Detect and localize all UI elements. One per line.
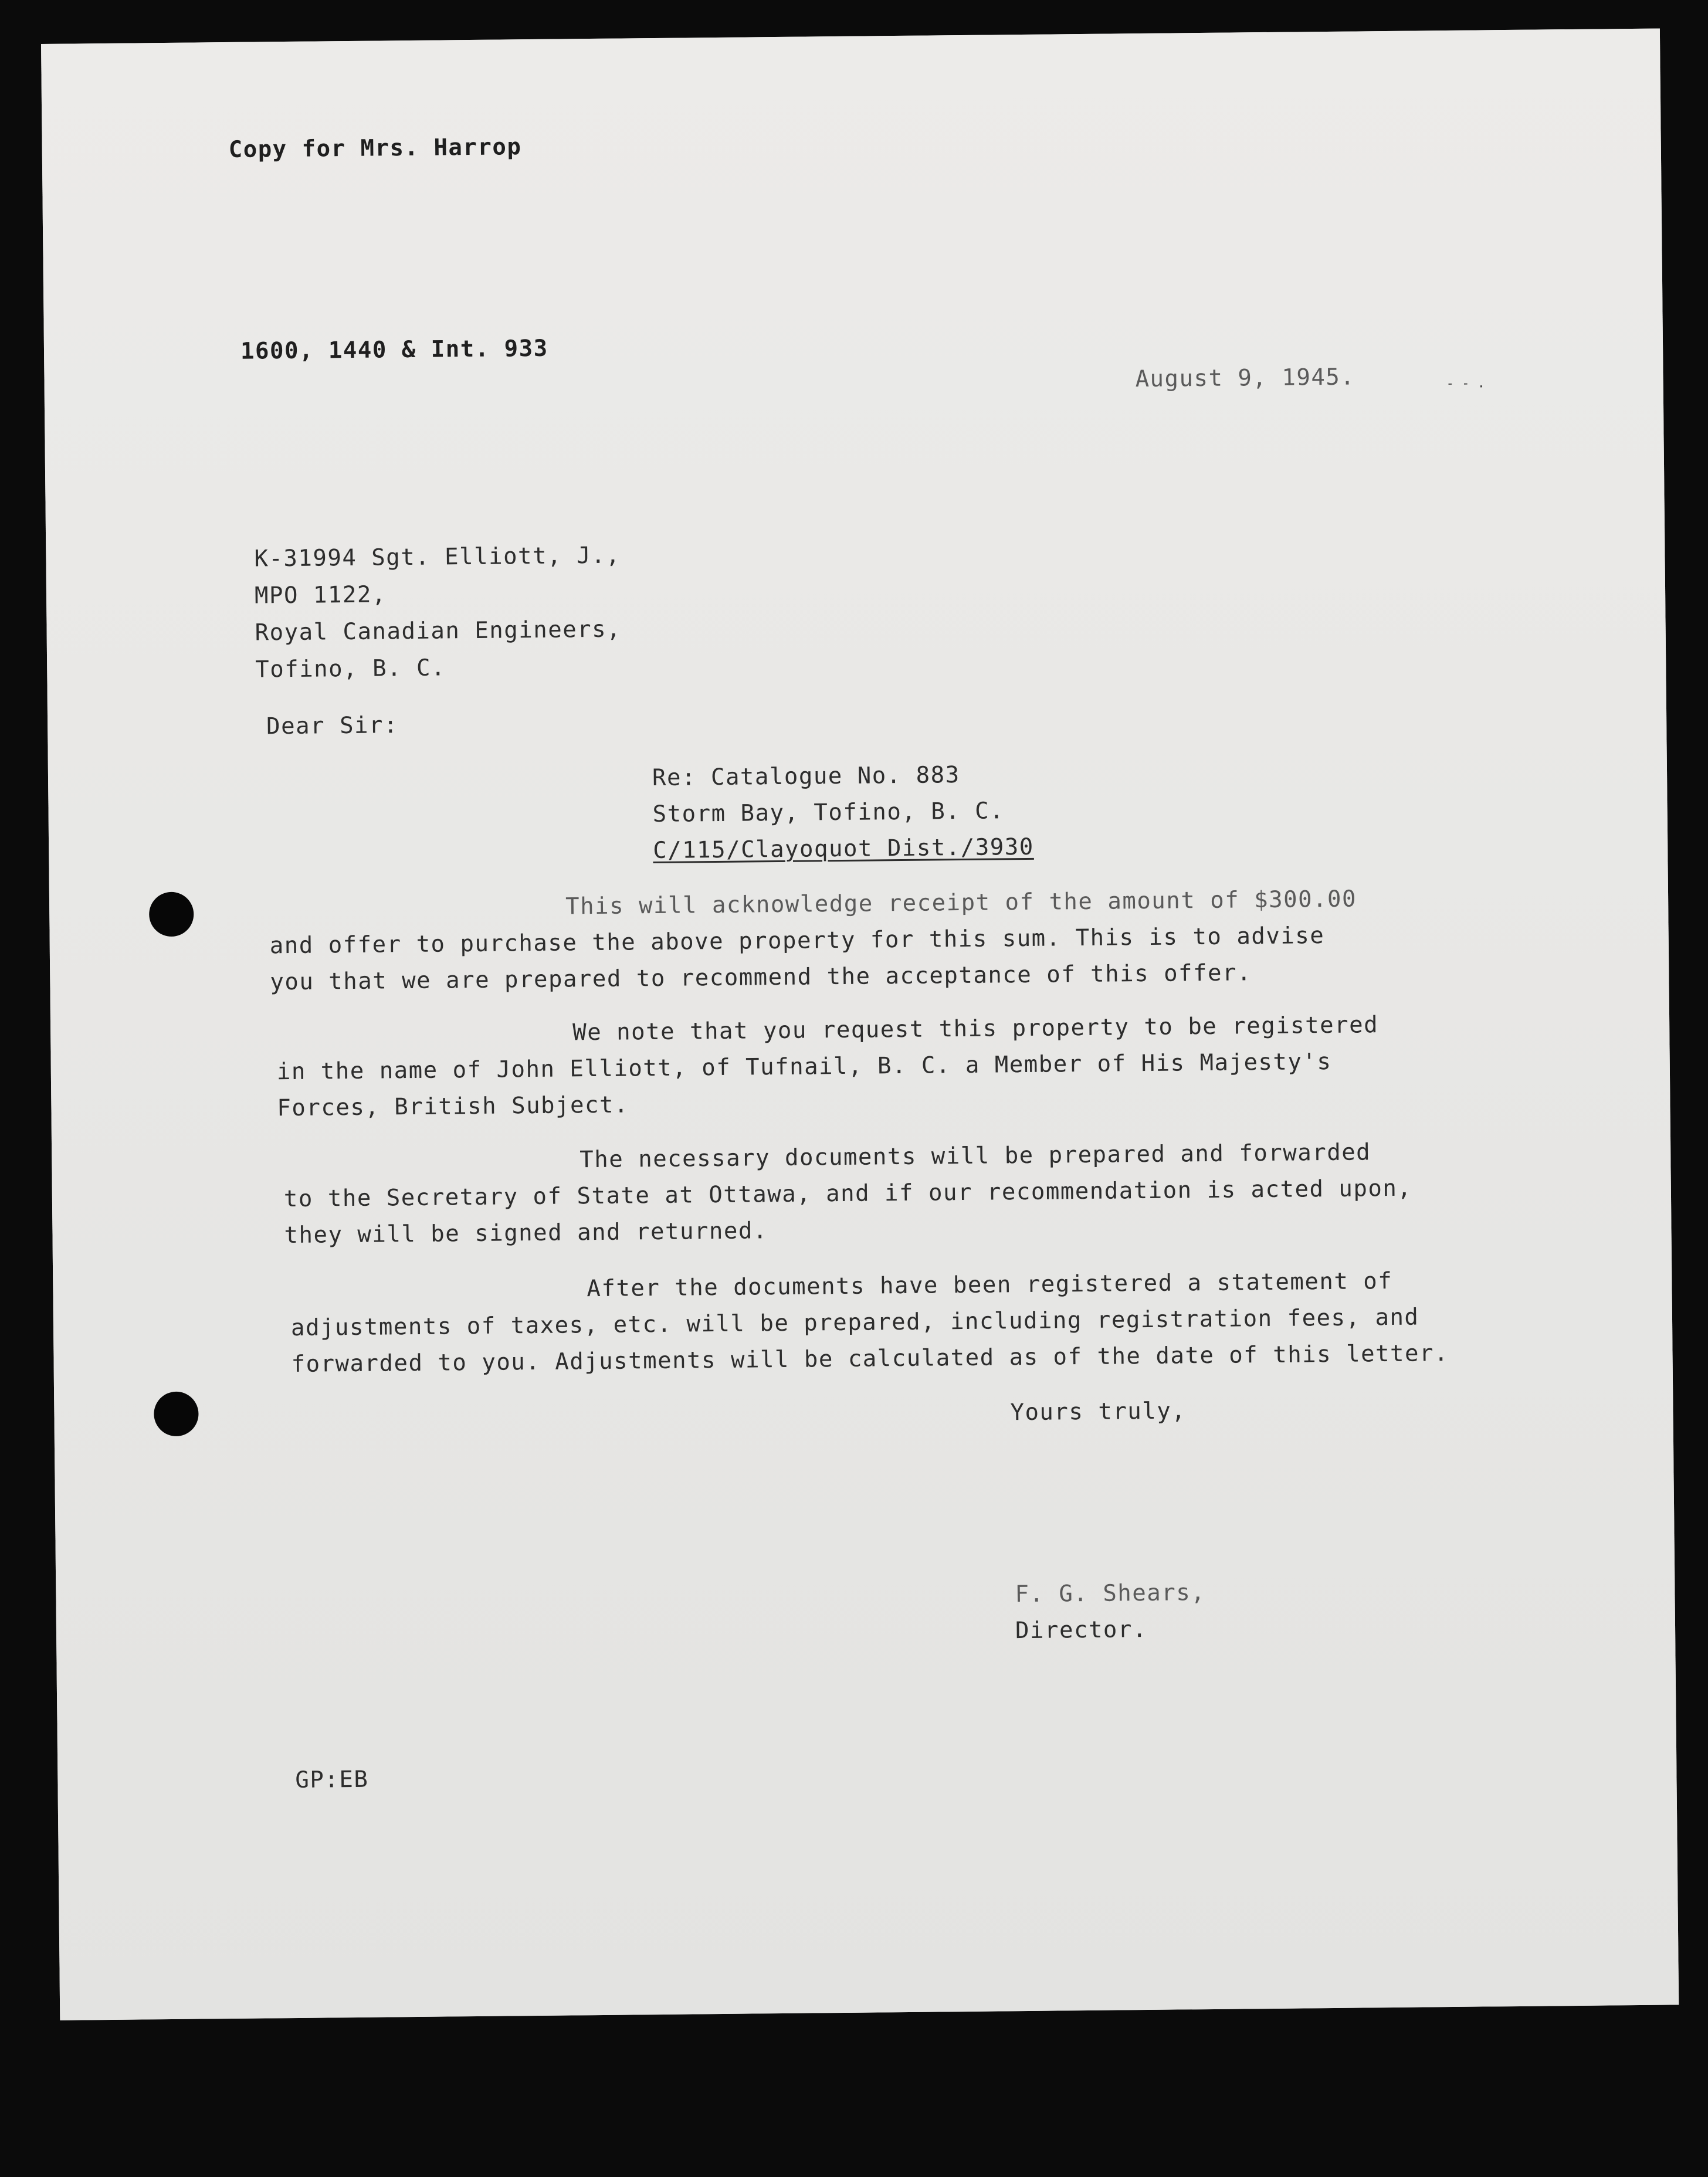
paragraph-line: Forces, British Subject. — [277, 1091, 629, 1122]
letter-page — [41, 29, 1679, 2020]
typist-initials: GP:EB — [295, 1766, 369, 1793]
paragraph-line: After the documents have been registered a statement of — [587, 1267, 1393, 1303]
recipient-line-3: Royal Canadian Engineers, — [255, 616, 622, 646]
paragraph-line: they will be signed and returned. — [284, 1218, 768, 1249]
paragraph-line: forwarded to you. Adjustments will be calculated as of the date of this letter. — [291, 1340, 1449, 1378]
paragraph-line: This will acknowledge receipt of the amount of $300.00 — [565, 886, 1357, 920]
re-line-2: Storm Bay, Tofino, B. C. — [652, 798, 1005, 828]
recipient-line-1: K-31994 Sgt. Elliott, J., — [254, 542, 621, 572]
paragraph-line: The necessary documents will be prepared and forwarded — [580, 1139, 1371, 1174]
paragraph-line: and offer to purchase the above property for this sum. This is to advise — [269, 923, 1325, 959]
letter-date: August 9, 1945. — [1135, 364, 1355, 393]
paragraph-line: to the Secretary of State at Ottawa, and if our recommendation is acted upon, — [283, 1175, 1412, 1213]
paragraph-line: in the name of John Elliott, of Tufnail, B. C. a Member of His Majesty's — [276, 1048, 1332, 1086]
salutation: Dear Sir: — [266, 712, 399, 740]
recipient-line-4: Tofino, B. C. — [255, 655, 446, 683]
re-line-3: C/115/Clayoquot Dist./3930 — [653, 833, 1034, 864]
paragraph-line: adjustments of taxes, etc. will be prepared, including registration fees, and — [290, 1304, 1419, 1342]
recipient-line-2: MPO 1122, — [254, 581, 387, 609]
closing: Yours truly, — [1010, 1398, 1187, 1426]
copy-note: Copy for Mrs. Harrop — [228, 134, 522, 163]
margin-specks: - - . — [1446, 376, 1486, 392]
paragraph-line: you that we are prepared to recommend the acceptance of this offer. — [270, 959, 1252, 996]
punch-hole-top — [149, 892, 194, 937]
signatory-title: Director. — [1015, 1616, 1148, 1644]
punch-hole-bottom — [154, 1392, 199, 1437]
re-line-1: Re: Catalogue No. 883 — [652, 762, 960, 792]
signatory-name: F. G. Shears, — [1015, 1579, 1206, 1608]
paragraph-line: We note that you request this property to be registered — [572, 1012, 1379, 1046]
file-references: 1600, 1440 & Int. 933 — [240, 335, 548, 365]
